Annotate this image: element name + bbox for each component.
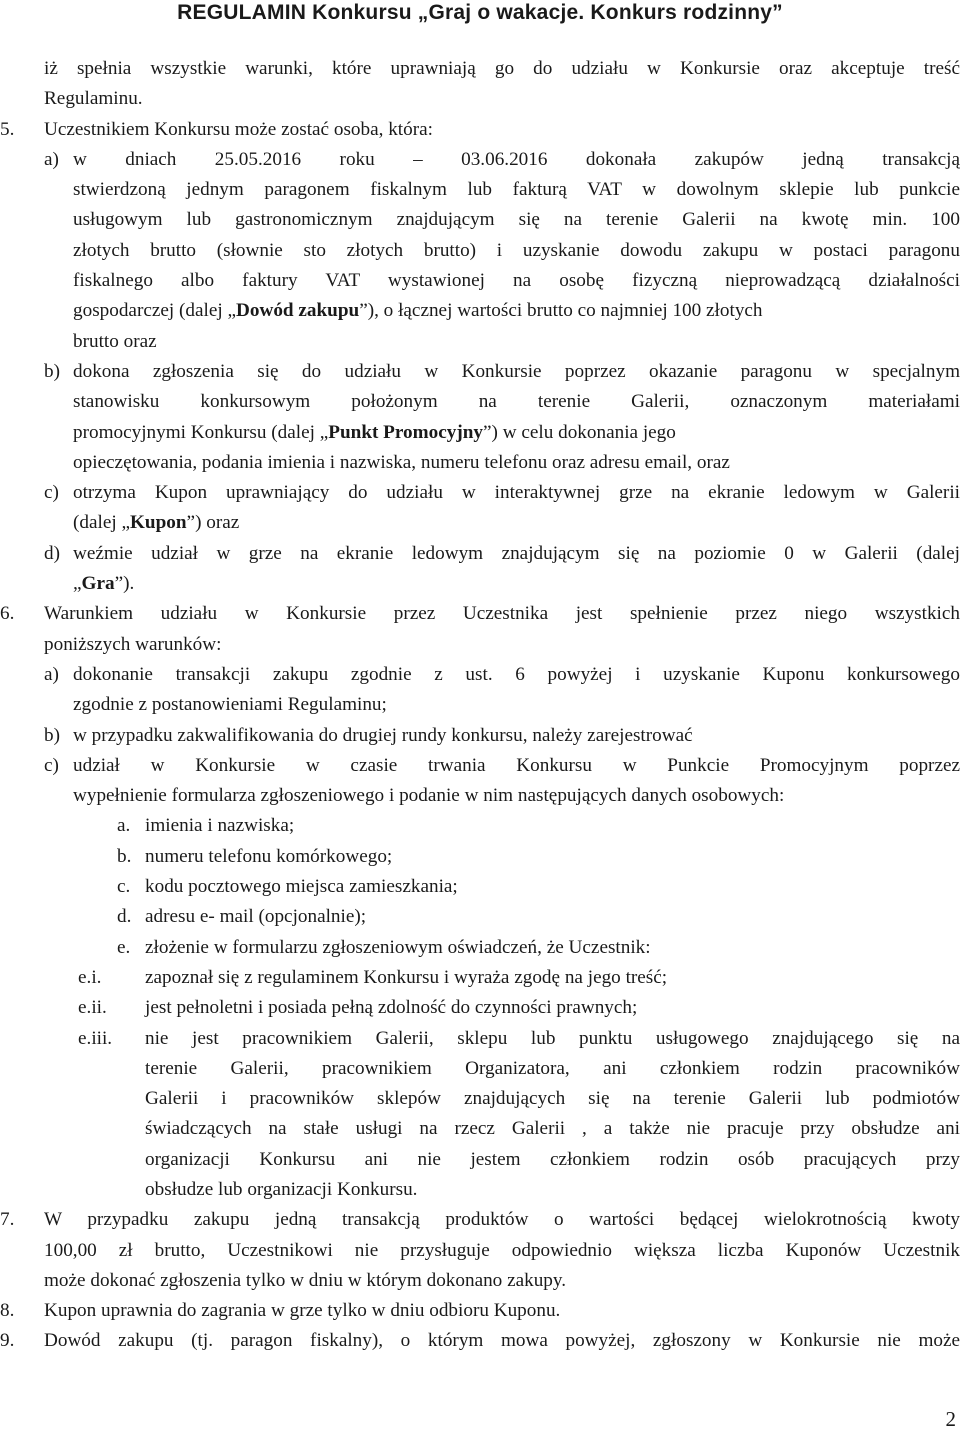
text-line: złotych brutto (słownie sto złotych brutto) i uzyskanie dowodu zakupu w postaci paragonu	[73, 239, 960, 261]
defined-term: Kupon	[130, 512, 187, 534]
item-label: b)	[44, 724, 60, 746]
text-line: może dokonać zgłoszenia tylko w dniu w którym dokonano zakupy.	[44, 1269, 567, 1291]
section-number: 7.	[0, 1209, 15, 1231]
text-line: obsłudze lub organizacji Konkursu.	[145, 1178, 418, 1200]
item-5c: c) otrzyma Kupon uprawniający do udziału w interaktywnej grze na ekranie ledowym w Galerii	[0, 478, 960, 508]
text-line: stanowisku konkursowym położonym na terenie Galerii, oznaczonym materiałami	[73, 391, 960, 413]
text-line: zgodnie z postanowieniami Regulaminu;	[73, 694, 387, 716]
item-label: c.	[117, 876, 131, 898]
section-8: 8. Kupon uprawnia do zagrania w grze tylko w dniu odbioru Kuponu.	[0, 1296, 960, 1326]
section-5: 5. Uczestnikiem Konkursu może zostać osoba, która:	[0, 115, 960, 145]
text-line: 100,00 zł brutto, Uczestnikowi nie przysługuje odpowiednio większa liczba Kuponów Uczestnik	[44, 1239, 960, 1261]
section-9: 9. Dowód zakupu (tj. paragon fiskalny), o którym mowa powyżej, zgłoszony w Konkursie nie może	[0, 1326, 960, 1356]
section-number: 8.	[0, 1300, 15, 1322]
text-line: gospodarczej (dalej „Dowód zakupu”), o łącznej wartości brutto co najmniej 100 złotych	[73, 300, 763, 322]
item-6c: c) udział w Konkursie w czasie trwania Konkursu w Punkcie Promocyjnym poprzez	[0, 751, 960, 781]
page-number: 2	[945, 1407, 956, 1431]
item-label: e.ii.	[78, 997, 107, 1019]
text-line: organizacji Konkursu ani nie jestem członkiem rodzin osób pracujących przy	[145, 1148, 960, 1170]
item-label: a)	[44, 663, 59, 685]
item-5a: a) w dniach 25.05.2016 roku – 03.06.2016 dokonała zakupów jedną transakcją	[0, 145, 960, 175]
text-line: wypełnienie formularza zgłoszeniowego i podanie w nim następujących danych osobowych:	[73, 785, 785, 807]
section-number: 9.	[0, 1330, 15, 1352]
subitem-e: e. złożenie w formularzu zgłoszeniowym oświadczeń, że Uczestnik:	[0, 933, 960, 963]
text-line: Galerii i pracowników sklepów znajdujących się na terenie Galerii lub podmiotów	[145, 1088, 960, 1110]
subitem-a: a. imienia i nazwiska;	[0, 811, 960, 841]
subitem-e-ii: e.ii. jest pełnoletni i posiada pełną zdolność do czynności prawnych;	[0, 993, 960, 1023]
section-number: 6.	[0, 603, 15, 625]
text-line: (dalej „Kupon”) oraz	[73, 512, 240, 534]
item-label: c)	[44, 482, 59, 504]
defined-term: Dowód zakupu	[236, 300, 360, 322]
subitem-d: d. adresu e- mail (opcjonalnie);	[0, 902, 960, 932]
document-body	[0, 54, 960, 1357]
section-7: 7. W przypadku zakupu jedną transakcją produktów o wartości będącej wielokrotnością kwoty	[0, 1205, 960, 1235]
item-label: a)	[44, 148, 59, 170]
subitem-e-iii: e.iii. nie jest pracownikiem Galerii, sklepu lub punktu usługowego znajdującego się na	[0, 1024, 960, 1054]
item-label: a.	[117, 815, 131, 837]
section-number: 5.	[0, 118, 15, 140]
text-line: promocyjnymi Konkursu (dalej „Punkt Promocyjny”) w celu dokonania jego	[73, 421, 676, 443]
document-header-title: REGULAMIN Konkursu „Graj o wakacje. Konkurs rodzinny”	[177, 1, 783, 24]
item-6a: a) dokonanie transakcji zakupu zgodnie z ust. 6 powyżej i uzyskanie Kuponu konkursowego	[0, 660, 960, 690]
item-label: e.	[117, 936, 131, 958]
section-6: 6. Warunkiem udziału w Konkursie przez Uczestnika jest spełnienie przez niego wszystkich	[0, 599, 960, 629]
item-label: e.i.	[78, 966, 102, 988]
item-label: d.	[117, 906, 132, 928]
item-label: c)	[44, 754, 59, 776]
text-line: terenie Galerii, pracownikiem Organizatora, ani członkiem rodzin pracowników	[145, 1057, 960, 1079]
defined-term: Punkt Promocyjny	[328, 421, 483, 443]
text-line: „Gra”).	[73, 573, 135, 595]
item-label: b)	[44, 360, 60, 382]
text-line: usługowym lub gastronomicznym znajdującym się na terenie Galerii na kwotę min. 100	[73, 209, 960, 231]
subitem-e-i: e.i. zapoznał się z regulaminem Konkursu i wyraża zgodę na jego treść;	[0, 963, 960, 993]
text-line: świadczących na stałe usługi na rzecz Galerii , a także nie pracuje przy obsłudze ani	[145, 1118, 960, 1140]
item-5d: d) weźmie udział w grze na ekranie ledowym znajdującym się na poziomie 0 w Galerii (dalej	[0, 539, 960, 569]
text-line: opieczętowania, podania imienia i nazwiska, numeru telefonu oraz adresu email, oraz	[73, 451, 730, 473]
text-line: stwierdzoną jednym paragonem fiskalnym lub fakturą VAT w dowolnym sklepie lub punkcie	[73, 179, 960, 201]
text-line: Regulaminu.	[44, 88, 143, 110]
text-line: fiskalnego albo faktury VAT wystawionej na osobę fizyczną nieprowadzącą działalności	[73, 270, 960, 292]
item-6b: b) w przypadku zakwalifikowania do drugiej rundy konkursu, należy zarejestrować	[0, 721, 960, 751]
item-5b: b) dokona zgłoszenia się do udziału w Konkursie poprzez okazanie paragonu w specjalnym	[0, 357, 960, 387]
defined-term: Gra	[81, 573, 115, 595]
subitem-b: b. numeru telefonu komórkowego;	[0, 842, 960, 872]
item-label: d)	[44, 542, 60, 564]
subitem-c: c. kodu pocztowego miejsca zamieszkania;	[0, 872, 960, 902]
item-label: e.iii.	[78, 1027, 113, 1049]
text-line: iż spełnia wszystkie warunki, które uprawniają go do udziału w Konkursie oraz akceptuje treść	[44, 58, 960, 79]
item-label: b.	[117, 845, 132, 867]
text-line: poniższych warunków:	[44, 633, 222, 655]
text-line: brutto oraz	[73, 330, 157, 352]
